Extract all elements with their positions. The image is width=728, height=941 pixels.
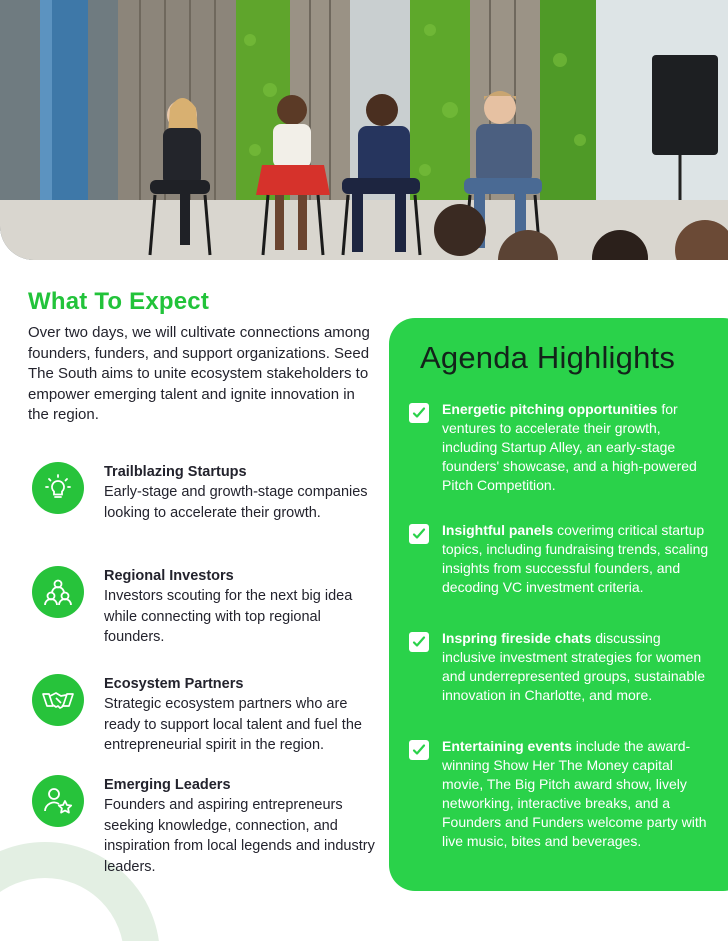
agenda-item (409, 629, 714, 705)
lightbulb-icon (32, 462, 84, 514)
audience-item-leaders (32, 775, 382, 877)
audience-description: Investors scouting for the next big idea while connecting with top regional founders. (104, 588, 353, 645)
agenda-title: Agenda Highlights (420, 340, 676, 375)
audience-item-startups (32, 462, 382, 523)
check-icon (409, 403, 429, 423)
agenda-highlights-card (389, 318, 728, 891)
audience-title: Trailblazing Startups (104, 464, 247, 480)
audience-description: Founders and aspiring entrepreneurs seeking knowledge, connection, and inspiration from local legends and industry leaders. (104, 797, 375, 875)
agenda-item-lead: Entertaining events (442, 738, 572, 754)
check-icon (409, 524, 429, 544)
agenda-item-lead: Insightful panels (442, 522, 554, 538)
agenda-item-lead: Energetic pitching opportunities (442, 401, 658, 417)
audience-title: Emerging Leaders (104, 777, 231, 793)
section-title: What To Expect (28, 288, 210, 315)
audience-title: Ecosystem Partners (104, 676, 244, 692)
handshake-icon (32, 674, 84, 726)
audience-item-partners (32, 674, 382, 756)
person-star-icon (32, 775, 84, 827)
audience-description: Early-stage and growth-stage companies looking to accelerate their growth. (104, 484, 368, 521)
agenda-item (409, 521, 714, 597)
agenda-item-text: discussing inclusive investment strategies for women and underrepresented groups, sustainable innovation in Charlotte, and more. (442, 630, 706, 703)
audience-description: Strategic ecosystem partners who are ready to support local talent and fuel the entrepreneurial spirit in the region. (104, 696, 362, 753)
agenda-item-text: coverimg critical startup topics, including fundraising trends, scaling insights from successful founders, and decoding VC investment criteria. (442, 522, 709, 595)
agenda-item (409, 400, 714, 495)
check-icon (409, 632, 429, 652)
audience-item-investors (32, 566, 382, 648)
check-icon (409, 740, 429, 760)
intro-paragraph: Over two days, we will cultivate connections among founders, funders, and support organizations. Seed The South aims to unite ecosystem stakeholders to empower emerging talent and ignite innovation in the region. (28, 324, 370, 423)
agenda-item-text: include the award-winning Show Her The Money capital movie, The Big Pitch award show, lively networking, interactive breaks, and a Founders and Funders welcome party with live music, bites and beverages. (442, 738, 707, 849)
group-icon (32, 566, 84, 618)
audience-title: Regional Investors (104, 568, 234, 584)
agenda-item-lead: Inspring fireside chats (442, 630, 592, 646)
panel-discussion-photo (0, 0, 728, 260)
agenda-item (409, 737, 714, 851)
agenda-item-text: for ventures to accelerate their growth, including Startup Alley, an early-stage founders' showcase, and a high-powered Pitch Competition. (442, 401, 697, 493)
hero-photo (0, 0, 728, 260)
